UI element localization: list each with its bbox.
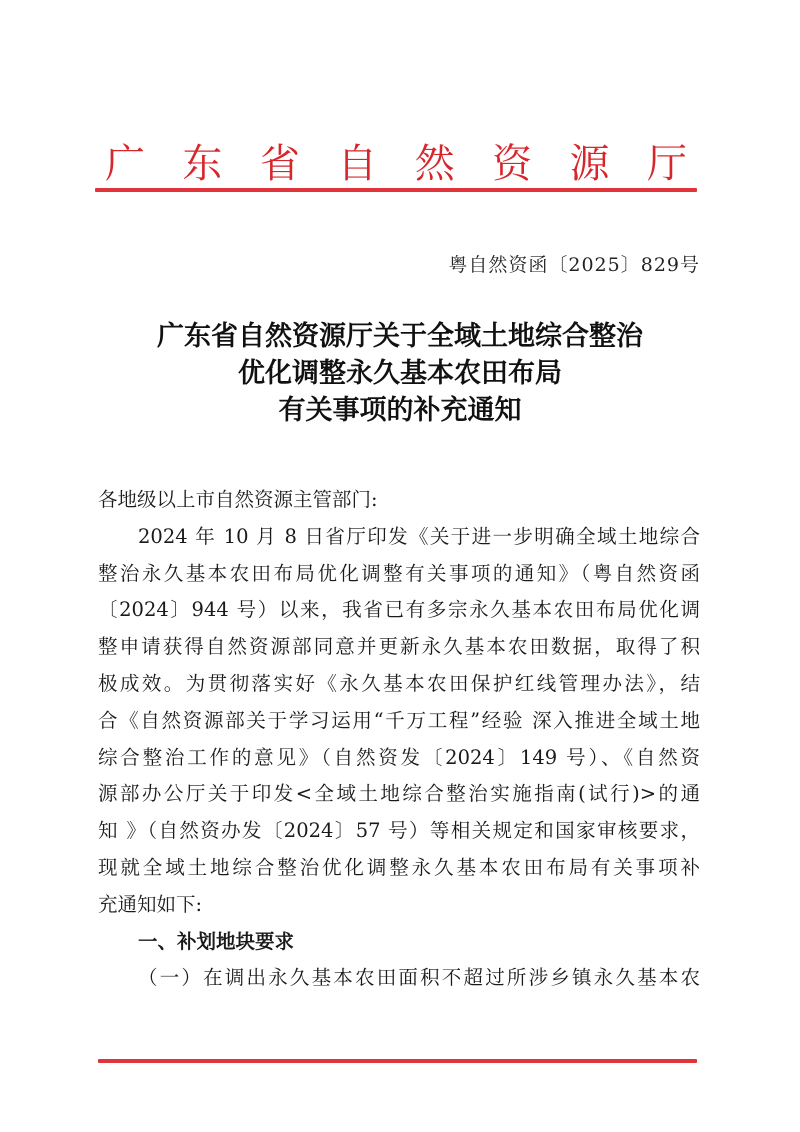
paragraph-line: 2024 年 10 月 8 日省厅印发《关于进一步明确全域土地综合 <box>138 524 700 548</box>
title-line: 广东省自然资源厅关于全域土地综合整治 <box>157 321 643 352</box>
paragraph-line: 综合整治工作的意见》（自然资发〔2024〕149 号）、《自然资 <box>98 745 700 769</box>
masthead-red-rule <box>95 188 697 192</box>
paragraph-line: 现就全域土地综合整治优化调整永久基本农田布局有关事项补 <box>98 855 700 879</box>
section-heading: 一、补划地块要求 <box>138 929 295 953</box>
paragraph-line: 整治永久基本农田布局优化调整有关事项的通知》（粤自然资函 <box>98 561 700 585</box>
masthead-char: 源 <box>569 141 610 187</box>
document-body <box>98 482 700 997</box>
paragraph-line: 〔2024〕944 号）以来，我省已有多宗永久基本农田布局优化调 <box>98 598 700 622</box>
masthead-char: 广 <box>105 141 145 187</box>
document-number: 粤自然资函〔2025〕829号 <box>448 254 700 276</box>
masthead-char: 厅 <box>646 141 687 187</box>
subsection-line: （一）在调出永久基本农田面积不超过所涉乡镇永久基本农 <box>138 966 700 990</box>
paragraph-line: 充通知如下: <box>98 892 203 916</box>
title-line: 有关事项的补充通知 <box>278 395 522 426</box>
masthead-char: 自 <box>337 141 378 187</box>
footer-red-rule <box>98 1059 697 1063</box>
masthead-title <box>95 140 697 188</box>
salutation: 各地级以上市自然资源主管部门: <box>98 488 378 511</box>
paragraph-line: 合《自然资源部关于学习运用“千万工程”经验 深入推进全域土地 <box>98 708 700 732</box>
masthead-char: 东 <box>182 141 223 187</box>
paragraph-line: 源部办公厅关于印发<全域土地综合整治实施指南(试行)>的通 <box>98 782 700 806</box>
masthead-char: 然 <box>414 141 455 187</box>
paragraph-line: 知 》（自然资办发〔2024〕57 号）等相关规定和国家审核要求， <box>98 819 700 843</box>
document-title <box>100 318 700 429</box>
title-line: 优化调整永久基本农田布局 <box>238 358 562 389</box>
paragraph-line: 整申请获得自然资源部同意并更新永久基本农田数据，取得了积 <box>98 635 700 659</box>
masthead-char: 省 <box>259 141 300 187</box>
masthead-char: 资 <box>492 141 533 187</box>
paragraph-line: 极成效。为贯彻落实好《永久基本农田保护红线管理办法》，结 <box>98 671 700 695</box>
